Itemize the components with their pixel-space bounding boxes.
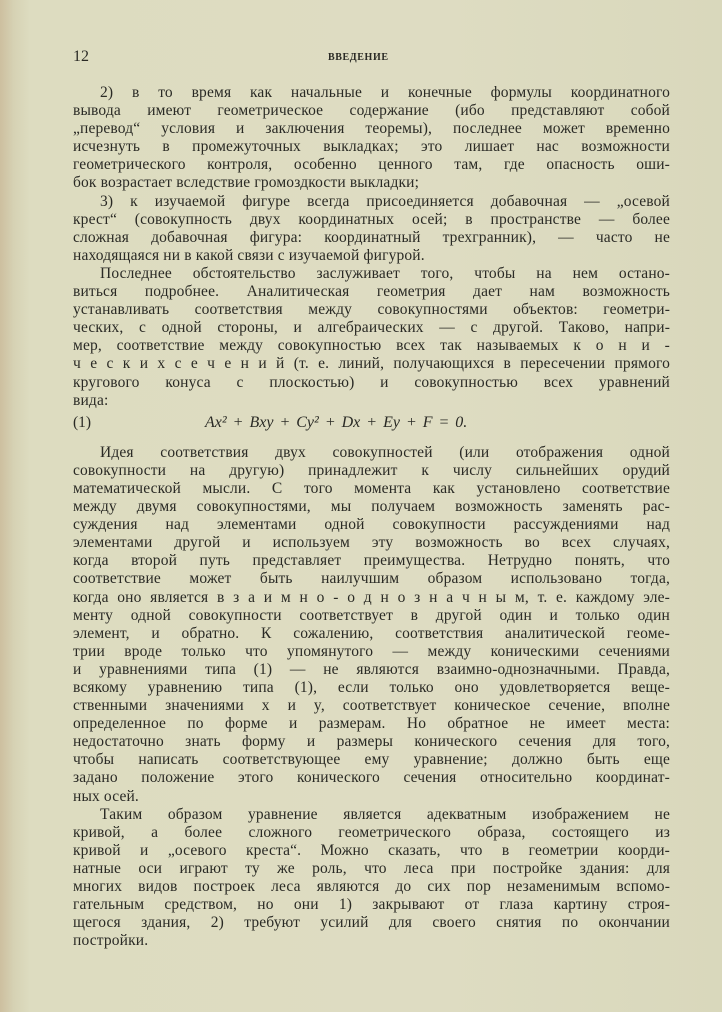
equation — [73, 414, 670, 432]
text-line: кривой и „осевого креста“. Можно сказать, что в геометрии коорди- — [73, 841, 670, 859]
text-line: щегося здания, 2) требуют усилий для своего снятия по окончании — [73, 914, 670, 932]
text-line: всякому уравнению типа (1), если только оно удовлетворяется веще- — [73, 679, 670, 696]
text-line: трии вроде только что упомянутого — между коническими сечениями — [73, 642, 670, 660]
text-line: математической мысли. С того момента как установлено соответствие — [73, 479, 670, 497]
text-line: мер, соответствие между совокупностью всех так называемых к о н и - — [73, 337, 670, 355]
paragraph — [73, 444, 670, 806]
text-line: виться подробнее. Аналитическая геометрия дает нам возможность — [73, 283, 670, 301]
text-line: менту одной совокупности соответствует в другой один и только один — [73, 606, 670, 624]
text-line: определенное по форме и размерам. Но обратное не имеет места: — [73, 715, 670, 733]
text-line: ч е с к и х с е ч е н и й (т. е. линий, получающихся в пересечении прямого — [73, 355, 670, 373]
text-line: гательным средством, но они 1) закрывают от глаза картину строя- — [73, 896, 670, 914]
paragraph — [73, 265, 670, 410]
text-line: кривой, а более сложного геометрического образа, состоящего из — [73, 823, 670, 841]
text-line: Таким образом уравнение является адекватным изображением не — [100, 805, 670, 823]
text-line: 3) к изучаемой фигуре всегда присоединяется добавочная — „осевой — [100, 192, 670, 210]
text-line: ческих, с одной стороны, и алгебраических — с другой. Таково, напри- — [73, 319, 670, 337]
text-line: устанавливать соответствия между совокупностями объектов: геометри- — [73, 301, 670, 319]
text-line: геометрического контроля, особенно ценного там, где опасность оши- — [73, 156, 670, 174]
text-line: натные оси играют ту же роль, что леса при постройке здания: для — [73, 859, 670, 877]
text-line: недостаточно знать форму и размеры конического сечения для того, — [73, 733, 670, 751]
text-line: постройки. — [73, 932, 149, 950]
text-line: сложная добавочная фигура: координатный трехгранник), — часто не — [73, 228, 670, 246]
equation-formula: Ax² + Bxy + Cy² + Dx + Ey + F = 0. — [205, 413, 468, 431]
body-text — [73, 84, 670, 950]
text-line: находящаяся ни в какой связи с изучаемой фигурой. — [73, 246, 425, 264]
text-line: и уравнениями типа (1) — не являются взаимно-однозначными. Правда, — [73, 660, 670, 678]
paragraphs-before-equation — [73, 84, 670, 410]
text-line: чтобы написать соответствующее ему уравнение; должно быть еще — [73, 751, 670, 769]
equation-number: (1) — [73, 413, 92, 431]
text-line: элемент, и обратно. К сожалению, соответствия аналитической геоме- — [73, 624, 670, 642]
text-line: кругового конуса с плоскостью) и совокупностью всех уравнений — [73, 373, 670, 391]
text-line: суждения над элементами одной совокупности рассуждениями над — [73, 516, 670, 534]
text-line: 2) в то время как начальные и конечные формулы координатного — [100, 84, 670, 101]
paragraph — [73, 806, 670, 951]
text-line: задано положение этого конического сечения относительно координат- — [73, 769, 670, 787]
text-line: ственными значениями x и y, соответствует коническое сечение, вполне — [73, 697, 670, 715]
text-line: когда второй путь представляет преимущества. Нетрудно понять, что — [73, 552, 670, 570]
text-line: соответствие может быть наилучшим образом использовано тогда, — [73, 570, 670, 588]
text-line: многих видов построек леса являются до сих пор незаменимым вспомо- — [73, 878, 670, 896]
text-line: когда оно является в з а и м н о - о д н о з н а ч н ы м, т. е. каждому эле- — [73, 588, 670, 606]
text-line: исчезнуть в промежуточных выкладках; это лишает нас возможности — [73, 138, 670, 156]
text-line: вида: — [73, 391, 109, 409]
page-number: 12 — [73, 48, 89, 65]
text-line: между двумя совокупностями, мы получаем возможность заменять рас- — [73, 498, 670, 516]
text-line: Последнее обстоятельство заслуживает того, чтобы на нем остано- — [100, 264, 670, 282]
text-line: совокупности на другую) принадлежит к числу сильнейших орудий — [73, 461, 670, 479]
text-line: вывода имеют геометрическое содержание (ибо представляют собой — [73, 102, 670, 120]
text-line: „перевод“ условия и заключения теоремы), последнее может временно — [73, 120, 670, 138]
text-line: элементами другой и используем эту возможность во всех случаях, — [73, 534, 670, 552]
text-line: бок возрастает вследствие громоздкости выкладки; — [73, 174, 420, 192]
paragraph — [73, 193, 670, 265]
text-line: крест“ (совокупность двух координатных осей; в пространстве — более — [73, 210, 670, 228]
paragraphs-after-equation — [73, 444, 670, 951]
running-title: ВВЕДЕНИЕ — [328, 52, 389, 63]
paragraph — [73, 84, 670, 193]
text-line: Идея соответствия двух совокупностей (или отображения одной — [100, 443, 670, 461]
text-line: ных осей. — [73, 787, 139, 805]
